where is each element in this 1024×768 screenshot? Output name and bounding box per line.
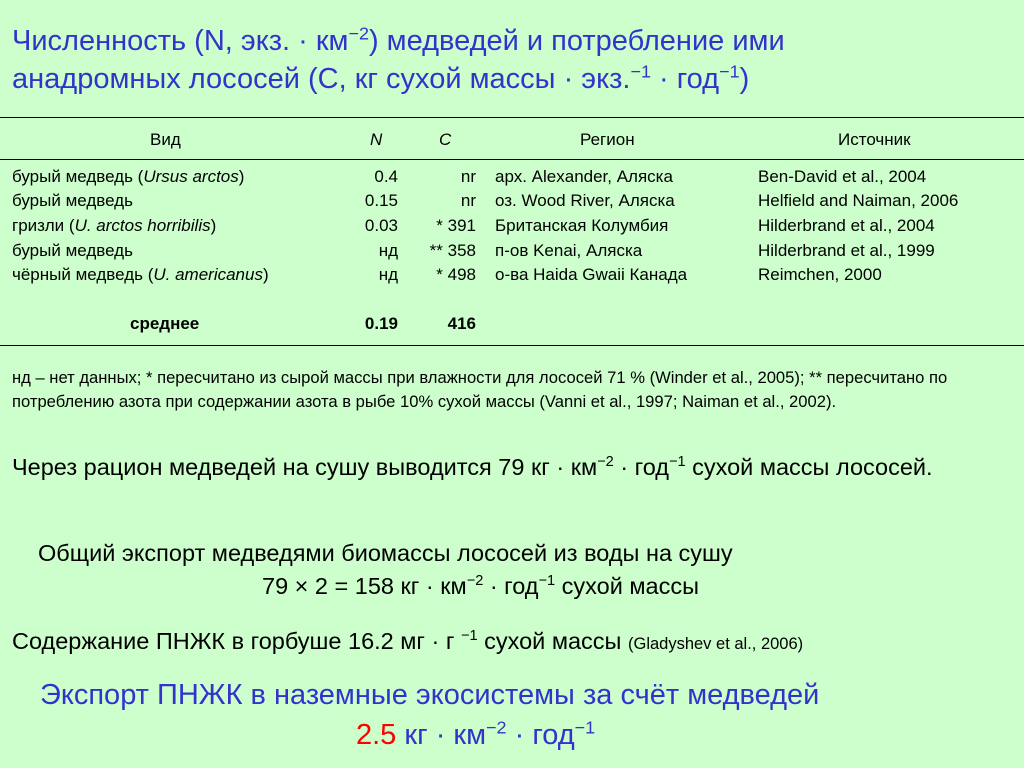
cell-c: * 498	[436, 265, 476, 284]
cell-source: Ben-David et al., 2004	[758, 167, 927, 186]
title-line-2: анадромных лососей (С, кг сухой массы · экз.$^{-1}$ · год$^{-1}$)	[12, 61, 750, 95]
table-mean-row	[0, 314, 1024, 338]
header-source: Источник	[838, 130, 911, 149]
cell-region: п-ов Kenai, Аляска	[495, 241, 643, 260]
mean-n: 0.19	[364, 314, 398, 333]
table-top-rule	[0, 117, 1024, 118]
cell-species: бурый медведь	[12, 241, 133, 260]
cell-c: nr	[460, 167, 476, 186]
header-species: Вид	[150, 130, 181, 149]
slide-title	[12, 22, 1012, 98]
table-row	[0, 191, 1024, 215]
table-bottom-rule	[0, 345, 1024, 346]
cell-region: Британская Колумбия	[495, 216, 669, 235]
cell-source: Hilderbrand et al., 1999	[758, 241, 935, 260]
cell-n: нд	[378, 241, 398, 260]
mean-label: среднее	[130, 314, 200, 333]
table-row	[0, 216, 1024, 240]
cell-region: оз. Wood River, Аляска	[495, 191, 675, 210]
cell-n: 0.4	[374, 167, 398, 186]
pufa-content-text: Содержание ПНЖК в горбуше 16.2 мг · г $^{-1}$ сухой массы (Gladyshev et al., 2006)	[12, 628, 804, 654]
cell-source: Hilderbrand et al., 2004	[758, 216, 935, 235]
cell-n: нд	[378, 265, 398, 284]
cell-species: бурый медведь (Ursus arctos)	[12, 167, 245, 186]
pufa-export-heading: Экспорт ПНЖК в наземные экосистемы за счёт медведей	[40, 679, 820, 711]
pufa-export-value: 2.5 кг · $км^{-2} \cdot год^{-1}$	[356, 717, 596, 751]
table-row	[0, 167, 1024, 191]
header-region: Регион	[580, 130, 635, 149]
pufa-citation: (Gladyshev et al., 2006)	[627, 635, 804, 653]
cell-n: 0.03	[364, 216, 398, 235]
cell-n: 0.15	[364, 191, 398, 210]
cell-species: чёрный медведь (U. americanus)	[12, 265, 269, 284]
diet-export-text: Через рацион медведей на сушу выводится 79 кг · $км^{-2} \cdot год^{-1}$ сухой массы лососей.	[12, 454, 933, 480]
mean-c: 416	[447, 314, 476, 333]
pufa-value-number: 2.5	[356, 719, 397, 751]
total-export-text: Общий экспорт медведями биомассы лососей из воды на сушу	[38, 540, 733, 566]
cell-c: nr	[460, 191, 476, 210]
cell-source: Reimchen, 2000	[758, 265, 882, 284]
cell-species: бурый медведь	[12, 191, 133, 210]
cell-c: ** 358	[429, 241, 476, 260]
table-footnote: нд – нет данных; * пересчитано из сырой массы при влажности для лососей 71 % (Winder et al., 2005); ** пересчитано по потреблению азота при содержании азота в рыбе 10% сухой массы (Vanni et al., 1997; Naiman et al., 2002).	[12, 368, 948, 411]
table-row	[0, 241, 1024, 265]
header-n: N	[370, 130, 383, 149]
title-line-1: Численность (N, экз. · $км^{-2}$) медведей и потребление ими	[12, 23, 785, 57]
table-row	[0, 265, 1024, 289]
cell-species: гризли (U. arctos horribilis)	[12, 216, 217, 235]
cell-region: арх. Alexander, Аляска	[495, 167, 673, 186]
total-export-formula: 79 × 2 = 158 кг · $км^{-2} \cdot год^{-1}$ сухой массы	[262, 573, 699, 599]
cell-c: * 391	[436, 216, 476, 235]
header-c: C	[439, 130, 452, 149]
cell-region: о-ва Haida Gwaii Канада	[495, 265, 688, 284]
cell-source: Helfield and Naiman, 2006	[758, 191, 959, 210]
table-header-rule	[0, 159, 1024, 160]
